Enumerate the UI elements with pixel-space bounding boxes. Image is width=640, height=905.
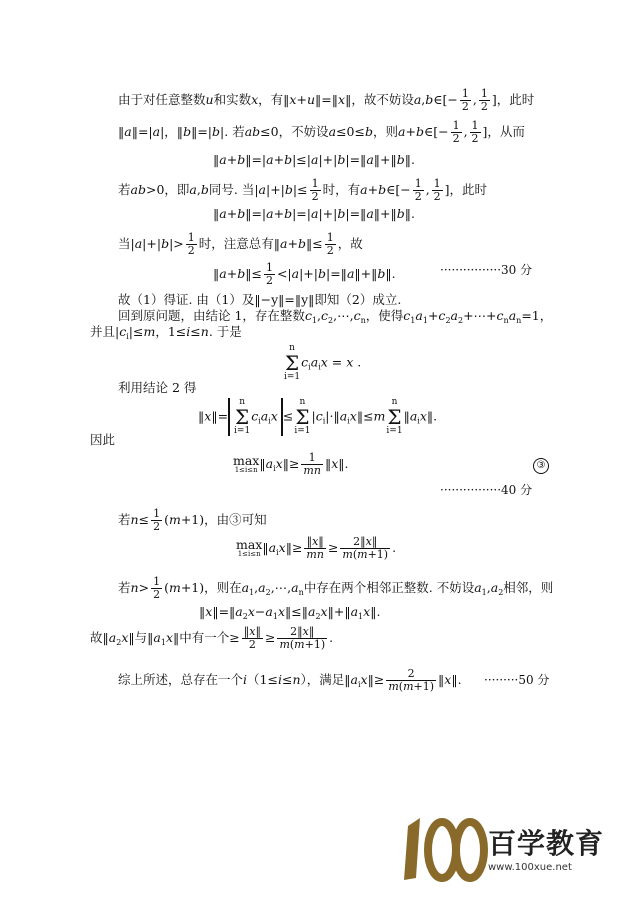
text-line: 若ab>0，即a,b同号. 当|a|+|b|≤ $\frac{1}{2}$ 时，有a+b∈[− $\frac{1}{2}$ , $\frac{1}{2}$ ]，此时 xyxy=(118,177,488,203)
text-line: 故$‖a_2x‖$与$‖a_1x‖$中有一个≥ $\frac{‖x‖}{2}$ ≥ $\frac{2‖x‖}{m(m+1)}$ . xyxy=(90,625,334,651)
score-marker: ·········50 分 xyxy=(484,673,550,687)
equation-line: max 1≤i≤n $‖a_ix‖\ge$ $\frac{‖x‖}{mn}$ ≥ $\frac{2‖x‖}{m(m+1)}$ . xyxy=(236,535,397,561)
equation-line: n Σ $i=1c_ia_ix = x$ . xyxy=(284,343,362,382)
equation-tag: ③ xyxy=(533,456,549,474)
text-line: 并且$|c_i|\le m$，1≤i≤n. 于是 xyxy=(90,324,242,341)
text-line: 利用结论 2 得 xyxy=(118,380,197,395)
text-line: 若n> $\frac{1}{2}$ (m+1)，则在$a_1,a_2,\cdots,a_n$中存在两个相邻正整数. 不妨设$a_1,a_2$相邻，则 xyxy=(118,575,554,601)
brand-url[interactable]: www.100xue.net xyxy=(488,862,572,873)
equation-line: ‖x‖=n Σ $i=1c_ia_ix \le n$ Σ $i=1|c_i|\cdot‖a_ix‖\le mn$ Σ $i=1‖a_ix‖$. xyxy=(198,397,438,436)
text-line: 回到原问题，由结论 1，存在整数$c_1,c_2,\cdots,c_n$，使得$c_1a_1+c_2a_2+\cdots+c_na_n=1$， xyxy=(118,308,553,325)
score-30: 30 分 xyxy=(501,263,533,277)
text-line: 综上所述，总存在一个i（1≤i≤n），满足$‖a_ix‖\ge$ $\frac{2}{m(m+1)}$ ‖x‖. xyxy=(118,667,462,693)
text-line: ‖a+b‖≤ $\frac{1}{2}$ <|a|+|b|=‖a‖+‖b‖. xyxy=(213,261,396,287)
brand-name: 百学教育 xyxy=(488,827,605,860)
text-line: 故（1）得证. 由（1）及‖−y‖=‖y‖即知（2）成立. xyxy=(118,292,402,307)
text-line: 因此 xyxy=(90,432,116,447)
equation-line: max 1≤i≤n $‖a_ix‖\ge$ $\frac{1}{mn}$ ‖x‖. xyxy=(233,451,349,477)
score-marker: ················40 分 xyxy=(440,483,533,497)
score-40: 40 分 xyxy=(501,483,533,497)
score-50: 50 分 xyxy=(518,673,550,687)
score-marker: ················30 分 xyxy=(440,263,533,277)
text-line: ‖a+b‖=|a+b|≤|a|+|b|=‖a‖+‖b‖. xyxy=(213,152,415,167)
logo-100-icon xyxy=(398,808,488,888)
text-line: 若n≤ $\frac{1}{2}$ (m+1)，由③可知 xyxy=(118,507,267,533)
text-line: ‖a+b‖=|a+b|=|a|+|b|=‖a‖+‖b‖. xyxy=(213,206,415,221)
text-line: ‖a‖=|a|，‖b‖=|b|. 若ab≤0，不妨设a≤0≤b，则a+b∈[− $\frac{1}{2}$ , $\frac{1}{2}$ ]，从而 xyxy=(118,119,525,145)
text-line: 当|a|+|b|> $\frac{1}{2}$ 时，注意总有‖a+b‖≤ $\frac{1}{2}$ ，故 xyxy=(118,231,363,257)
text-line: 由于对任意整数u和实数x，有‖x+u‖=‖x‖，故不妨设a,b∈[− $\frac{1}{2}$ , $\frac{1}{2}$ ]，此时 xyxy=(118,87,535,113)
text-line: $‖x‖=‖a_2x-a_1x‖\le‖a_2x‖+‖a_1x‖$. xyxy=(199,604,381,621)
